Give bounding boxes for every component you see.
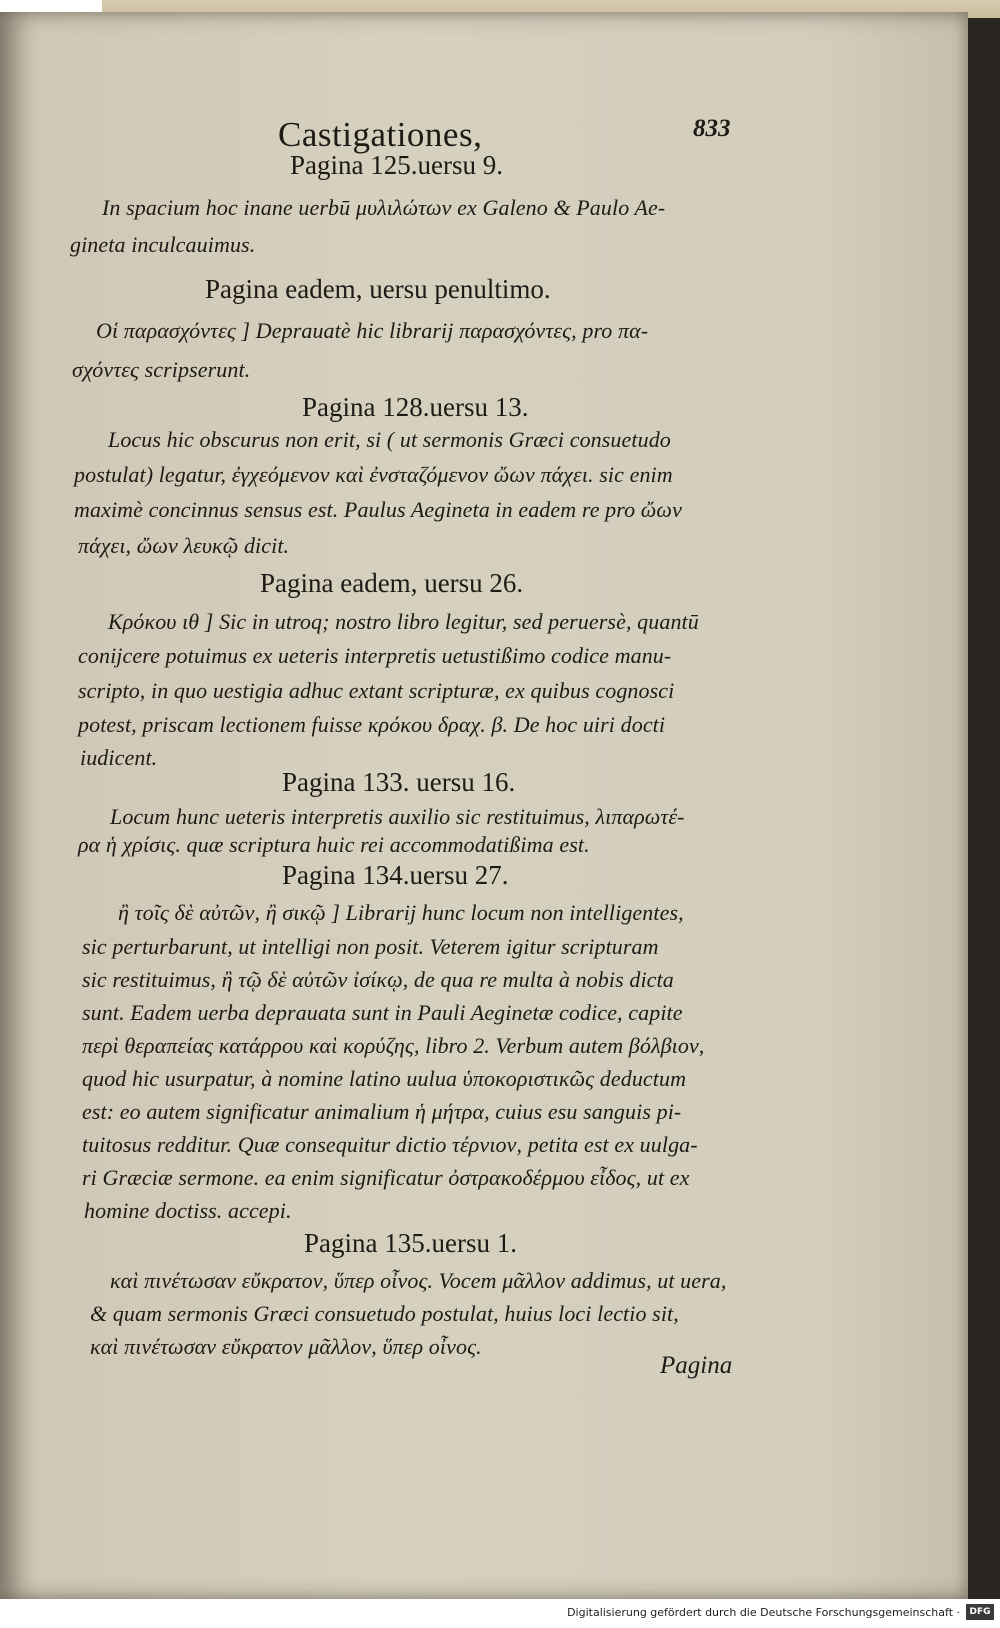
text-line: gineta inculcauimus. (70, 232, 256, 257)
running-title: Castigationes, (278, 115, 483, 154)
digitization-footer (0, 1599, 1000, 1628)
footer-credit: Digitalisierung gefördert durch die Deutsche Forschungsgemeinschaft · (567, 1606, 960, 1619)
book-page (0, 12, 968, 1599)
text-line: Oἱ παρασχόντες ] Deprauatè hic librarij παρασχόντες, pro πα- (96, 318, 649, 343)
text-line: iudicent. (80, 745, 158, 770)
section-heading: Pagina 125.uersu 9. (290, 150, 503, 180)
section-heading: Pagina 134.uersu 27. (282, 860, 509, 890)
text-line: sic restituimus, ἢ τῷ δὲ αὐτῶν ἰσίκῳ, de qua re multa à nobis dicta (82, 967, 674, 992)
text-line: πάχει, ὤων λευκῷ dicit. (78, 533, 290, 558)
text-line: Locum hunc ueteris interpretis auxilio sic restituimus, λιπαρωτέ- (110, 804, 685, 829)
page-number: 833 (693, 115, 731, 142)
section-heading: Pagina 128.uersu 13. (302, 392, 529, 422)
text-line: σχόντες scripserunt. (72, 357, 251, 382)
section-heading: Pagina eadem, uersu 26. (260, 568, 524, 598)
text-line: maximè concinnus sensus est. Paulus Aegineta in eadem re pro ὤων (74, 497, 682, 522)
text-line: scripto, in quo uestigia adhuc extant scripturæ, ex quibus cognosci (78, 678, 675, 703)
text-line: quod hic usurpatur, à nomine latino uulua ὑποκοριστικῶς deductum (82, 1066, 687, 1091)
text-line: sunt. Eadem uerba deprauata sunt in Pauli Aeginetæ codice, capite (82, 1000, 683, 1025)
text-line: Κρόκου ιθ ] Sic in utroq; nostro libro legitur, sed peruersè, quantū (108, 609, 699, 634)
text-line: ἢ τοῖς δὲ αὐτῶν, ἢ σικῷ ] Librarij hunc locum non intelligentes, (118, 900, 684, 925)
text-line: In spacium hoc inane uerbū μυλιλώτων ex Galeno & Paulo Ae- (102, 195, 666, 220)
text-line: καὶ πινέτωσαν εὔκρατον, ὕπερ οἶνος. Vocem μᾶλλον addimus, ut uera, (110, 1268, 727, 1293)
text-line: Locus hic obscurus non erit, si ( ut sermonis Græci consuetudo (108, 427, 671, 452)
text-line: homine doctiss. accepi. (84, 1198, 292, 1223)
catchword: Pagina (660, 1352, 733, 1379)
text-line: sic perturbarunt, ut intelligi non posit. Veterem igitur scripturam (82, 934, 659, 959)
text-line: ρα ἡ χρίσις. quæ scriptura huic rei accommodatißima est. (78, 832, 590, 857)
text-line: & quam sermonis Græci consuetudo postulat, huius loci lectio sit, (90, 1301, 679, 1326)
text-line: est: eo autem significatur animalium ἡ μήτρα, cuius esu sanguis pi- (82, 1099, 682, 1124)
text-line: ri Græciæ sermone. ea enim significatur ὀστρακοδέρμου εἶδος, ut ex (82, 1165, 690, 1190)
section-heading: Pagina eadem, uersu penultimo. (205, 274, 551, 304)
text-line: postulat) legatur, ἐγχεόμενον καὶ ἐνσταζόμενον ὤων πάχει. sic enim (74, 462, 673, 487)
text-line: tuitosus redditur. Quæ consequitur dictio τέρνιον, petita est ex uulga- (82, 1132, 698, 1157)
text-line: conijcere potuimus ex ueteris interpretis uetustißimo codice manu- (78, 643, 672, 668)
dfg-logo-icon: DFG (966, 1604, 994, 1620)
text-line: καὶ πινέτωσαν εὔκρατον μᾶλλον, ὕπερ οἶνος. (90, 1334, 482, 1359)
text-line: περὶ θεραπείας κατάρρου καὶ κορύζης, libro 2. Verbum autem βόλβιον, (82, 1033, 705, 1058)
section-heading: Pagina 135.uersu 1. (304, 1228, 517, 1258)
text-line: potest, priscam lectionem fuisse κρόκου δραχ. β. De hoc uiri docti (78, 712, 666, 737)
section-heading: Pagina 133. uersu 16. (282, 767, 516, 797)
